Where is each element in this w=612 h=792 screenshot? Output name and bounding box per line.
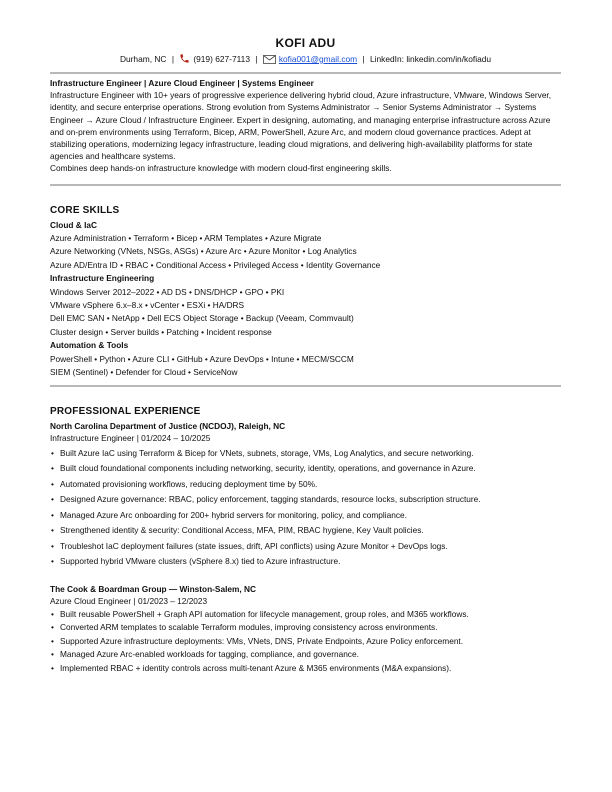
job-company: The Cook & Boardman Group — Winston-Salem, NC [50,584,256,594]
linkedin: LinkedIn: linkedin.com/in/kofiadu [370,54,492,64]
headline: Infrastructure Engineer | Azure Cloud Engineer | Systems Engineer [50,78,314,88]
separator: | [171,54,174,64]
separator: | [255,54,258,64]
skills-section [50,219,561,380]
divider [50,184,561,186]
skill-category: Cloud & IaC [50,219,98,230]
summary-paragraph: Infrastructure Engineer with 10+ years of progressive experience delivering hybrid cloud, Azure infrastructure, VMware, Windows Server, identity, and secure enterprise operations. Strong evolution from Systems Administrator → Senior Systems Administrator → Systems Engineer → Azure Cloud / Infrastructure Engineer. Expert in designing, automating, and managing enterprise infrastructure across Azure and on-prem environments using Terraform, Bicep, ARM, PowerShell, Azure Arc, and modern cloud governance practices. Adept at stabilizing operations, modernizing legacy infrastructure, leading cloud migrations, and delivering high-availability platforms for state agencies and healthcare systems. [50,90,552,162]
divider [50,72,561,74]
list-item: • Managed Azure Arc onboarding for 200+ hybrid servers for monitoring, policy, and compliance. [50,509,561,521]
skill-line: SIEM (Sentinel) • Defender for Cloud • ServiceNow [50,367,238,378]
section-heading-skills: CORE SKILLS [50,204,120,216]
skill-line: Azure AD/Entra ID • RBAC • Conditional Access • Privileged Access • Identity Governance [50,259,381,270]
list-item: • Implemented RBAC + identity controls across multi-tenant Azure & M365 environments (M&A expansions). [50,662,561,674]
skill-line: Dell EMC SAN • NetApp • Dell ECS Object Storage • Backup (Veeam, Commvault) [50,313,354,324]
job-bullets [50,608,561,674]
job-role: Infrastructure Engineer | 01/2024 – 10/2025 [50,432,211,443]
resume-page [50,36,561,675]
skill-line: Windows Server 2012–2022 • AD DS • DNS/DHCP • GPO • PKI [50,286,285,297]
experience-section [50,420,561,674]
location: Durham, NC [119,54,167,64]
skill-line: Cluster design • Server builds • Patching • Incident response [50,326,272,337]
job-entry [50,420,561,568]
list-item: • Converted ARM templates to scalable Terraform modules, improving consistency across environments. [50,621,561,633]
email-link[interactable]: kofia001@gmail.com [278,54,358,64]
summary-section [50,77,561,175]
job-entry [50,583,561,674]
job-role: Azure Cloud Engineer | 01/2023 – 12/2023 [50,596,208,606]
list-item: • Strengthened identity & security: Conditional Access, MFA, PIM, RBAC hygiene, Key Vault policies. [50,524,561,536]
summary-closing: Combines deep hands-on infrastructure knowledge with modern cloud-first engineering skills. [50,163,392,174]
list-item: • Built cloud foundational components including networking, security, identity, operations, and governance in Azure. [50,462,561,474]
skill-line: Azure Administration • Terraform • Bicep • ARM Templates • Azure Migrate [50,233,322,244]
list-item: • Designed Azure governance: RBAC, policy enforcement, tagging standards, resource locks, subscription structure. [50,493,561,505]
job-bullets [50,447,561,568]
list-item: • Supported hybrid VMware clusters (vSphere 8.x) tied to Azure infrastructure. [50,555,561,567]
divider [50,385,561,387]
section-heading-experience: PROFESSIONAL EXPERIENCE [50,405,201,417]
list-item: • Managed Azure Arc-enabled workloads for tagging, compliance, and governance. [50,648,561,660]
list-item: • Automated provisioning workflows, reducing deployment time by 50%. [50,478,561,490]
list-item: • Troubleshot IaC deployment failures (state issues, drift, API conflicts) using Azure Monitor + DevOps logs. [50,540,561,552]
list-item: • Supported Azure infrastructure deployments: VMs, VNets, DNS, Private Endpoints, Azure Policy enforcement. [50,635,561,647]
separator: | [362,54,365,64]
candidate-name: KOFI ADU [275,36,336,50]
skill-line: Azure Networking (VNets, NSGs, ASGs) • Azure Arc • Azure Monitor • Log Analytics [50,246,357,257]
envelope-icon [263,55,276,66]
phone-icon [179,53,190,66]
skill-line: VMware vSphere 6.x–8.x • vCenter • ESXi • HA/DRS [50,300,245,311]
list-item: • Built reusable PowerShell + Graph API automation for lifecycle management, group roles, and M365 workflows. [50,608,561,620]
skill-category: Infrastructure Engineering [50,273,155,284]
skill-category: Automation & Tools [50,340,129,351]
contact-line [50,53,561,66]
job-company: North Carolina Department of Justice (NCDOJ), Raleigh, NC [50,420,286,431]
phone-number: (919) 627-7113 [193,54,250,64]
list-item: • Built Azure IaC using Terraform & Bicep for VNets, subnets, storage, VMs, Log Analytics, and secure networking. [50,447,561,459]
skill-line: PowerShell • Python • Azure CLI • GitHub • Azure DevOps • Intune • MECM/SCCM [50,353,354,364]
